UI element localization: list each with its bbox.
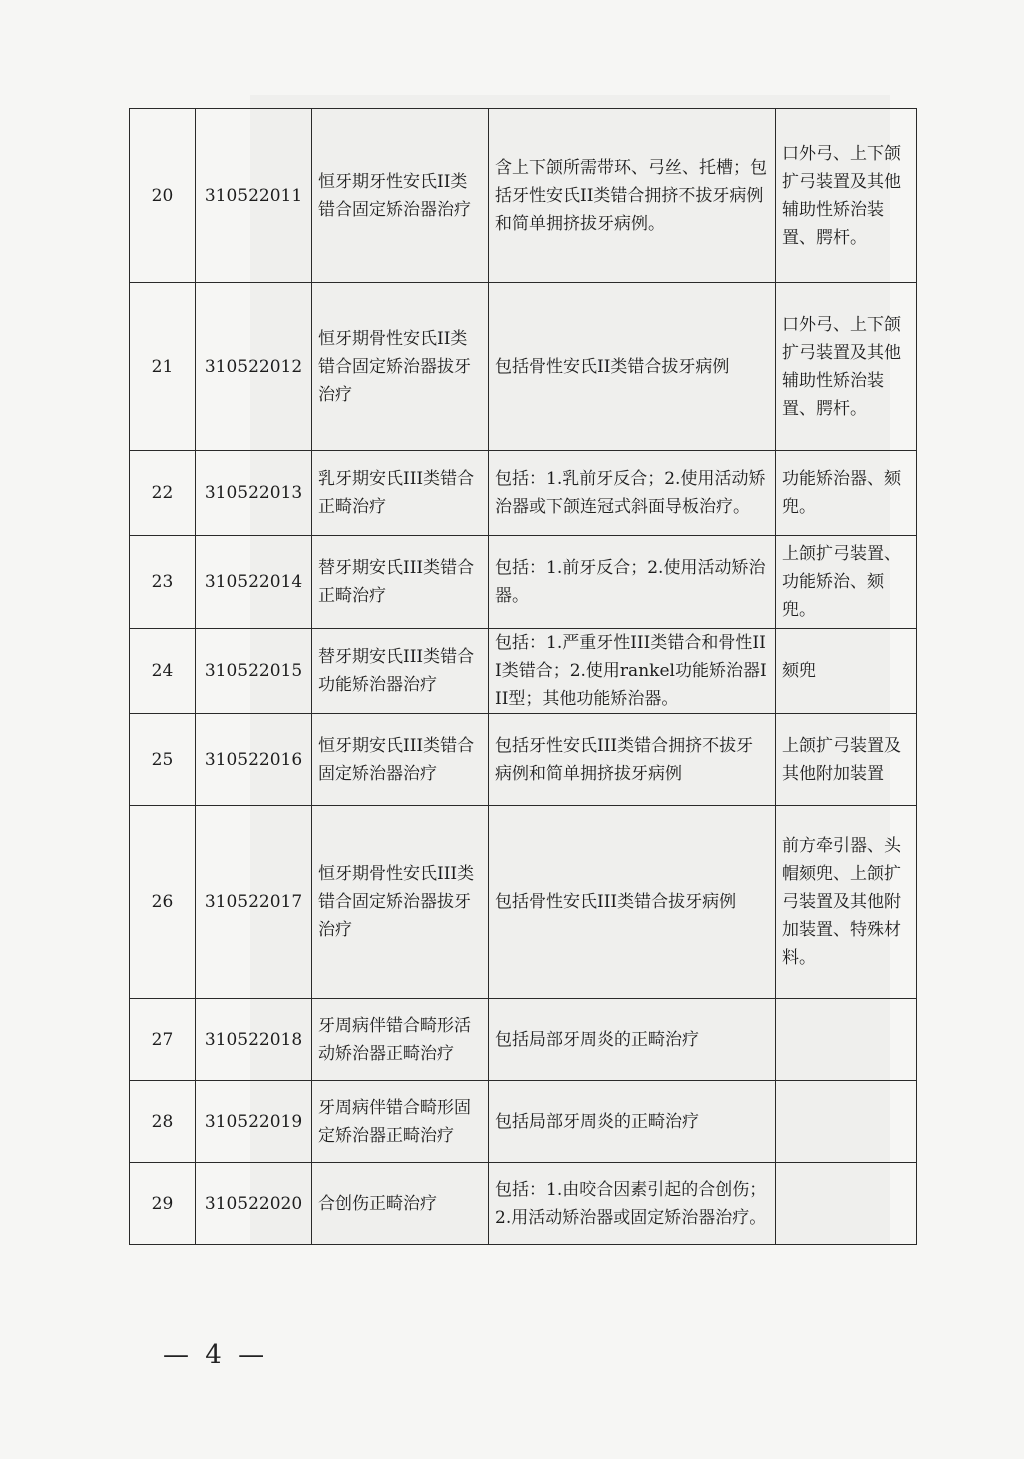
page-number: — 4 — <box>163 1340 269 1370</box>
item-note: 口外弓、上下颌扩弓装置及其他辅助性矫治装置、腭杆。 <box>776 109 917 283</box>
item-note: 上颌扩弓装置及其他附加装置 <box>776 714 917 806</box>
item-note <box>776 999 917 1081</box>
item-code: 310522020 <box>196 1163 312 1245</box>
table-row <box>130 629 917 714</box>
item-description: 包括局部牙周炎的正畸治疗 <box>489 1081 776 1163</box>
item-description: 包括局部牙周炎的正畸治疗 <box>489 999 776 1081</box>
item-name: 恒牙期安氏III类错合固定矫治器治疗 <box>312 714 489 806</box>
table-row <box>130 806 917 999</box>
table-row <box>130 714 917 806</box>
item-name: 恒牙期牙性安氏II类错合固定矫治器治疗 <box>312 109 489 283</box>
item-description: 包括：1.由咬合因素引起的合创伤；2.用活动矫治器或固定矫治器治疗。 <box>489 1163 776 1245</box>
item-note: 前方牵引器、头帽颏兜、上颌扩弓装置及其他附加装置、特殊材料。 <box>776 806 917 999</box>
item-note: 上颌扩弓装置、功能矫治、颏兜。 <box>776 536 917 629</box>
item-description: 包括骨性安氏II类错合拔牙病例 <box>489 283 776 451</box>
row-number: 23 <box>130 536 196 629</box>
table-row <box>130 999 917 1081</box>
row-number: 20 <box>130 109 196 283</box>
table-row <box>130 536 917 629</box>
item-code: 310522017 <box>196 806 312 999</box>
item-note: 颏兜 <box>776 629 917 714</box>
row-number: 22 <box>130 451 196 536</box>
item-code: 310522019 <box>196 1081 312 1163</box>
item-name: 恒牙期骨性安氏III类错合固定矫治器拔牙治疗 <box>312 806 489 999</box>
table-row <box>130 451 917 536</box>
row-number: 24 <box>130 629 196 714</box>
table-row <box>130 1081 917 1163</box>
item-code: 310522018 <box>196 999 312 1081</box>
item-name: 牙周病伴错合畸形固定矫治器正畸治疗 <box>312 1081 489 1163</box>
item-code: 310522014 <box>196 536 312 629</box>
item-code: 310522016 <box>196 714 312 806</box>
row-number: 21 <box>130 283 196 451</box>
item-description: 包括：1.严重牙性III类错合和骨性III类错合；2.使用rankel功能矫治器III型；其他功能矫治器。 <box>489 629 776 714</box>
item-description: 包括牙性安氏III类错合拥挤不拔牙病例和简单拥挤拔牙病例 <box>489 714 776 806</box>
item-note: 功能矫治器、颏兜。 <box>776 451 917 536</box>
row-number: 27 <box>130 999 196 1081</box>
item-name: 恒牙期骨性安氏II类错合固定矫治器拔牙治疗 <box>312 283 489 451</box>
row-number: 26 <box>130 806 196 999</box>
table-row <box>130 1163 917 1245</box>
medical-fee-table <box>129 108 917 1245</box>
item-name: 乳牙期安氏III类错合正畸治疗 <box>312 451 489 536</box>
item-note <box>776 1081 917 1163</box>
table-row <box>130 109 917 283</box>
item-code: 310522015 <box>196 629 312 714</box>
item-name: 合创伤正畸治疗 <box>312 1163 489 1245</box>
item-code: 310522012 <box>196 283 312 451</box>
row-number: 29 <box>130 1163 196 1245</box>
table-row <box>130 283 917 451</box>
item-code: 310522011 <box>196 109 312 283</box>
row-number: 28 <box>130 1081 196 1163</box>
item-name: 替牙期安氏III类错合正畸治疗 <box>312 536 489 629</box>
item-code: 310522013 <box>196 451 312 536</box>
item-description: 包括：1.前牙反合；2.使用活动矫治器。 <box>489 536 776 629</box>
item-name: 替牙期安氏III类错合功能矫治器治疗 <box>312 629 489 714</box>
item-description: 包括：1.乳前牙反合；2.使用活动矫治器或下颌连冠式斜面导板治疗。 <box>489 451 776 536</box>
item-name: 牙周病伴错合畸形活动矫治器正畸治疗 <box>312 999 489 1081</box>
item-note: 口外弓、上下颌扩弓装置及其他辅助性矫治装置、腭杆。 <box>776 283 917 451</box>
item-note <box>776 1163 917 1245</box>
item-description: 含上下颌所需带环、弓丝、托槽；包括牙性安氏II类错合拥挤不拔牙病例和简单拥挤拔牙病例。 <box>489 109 776 283</box>
item-description: 包括骨性安氏III类错合拔牙病例 <box>489 806 776 999</box>
row-number: 25 <box>130 714 196 806</box>
